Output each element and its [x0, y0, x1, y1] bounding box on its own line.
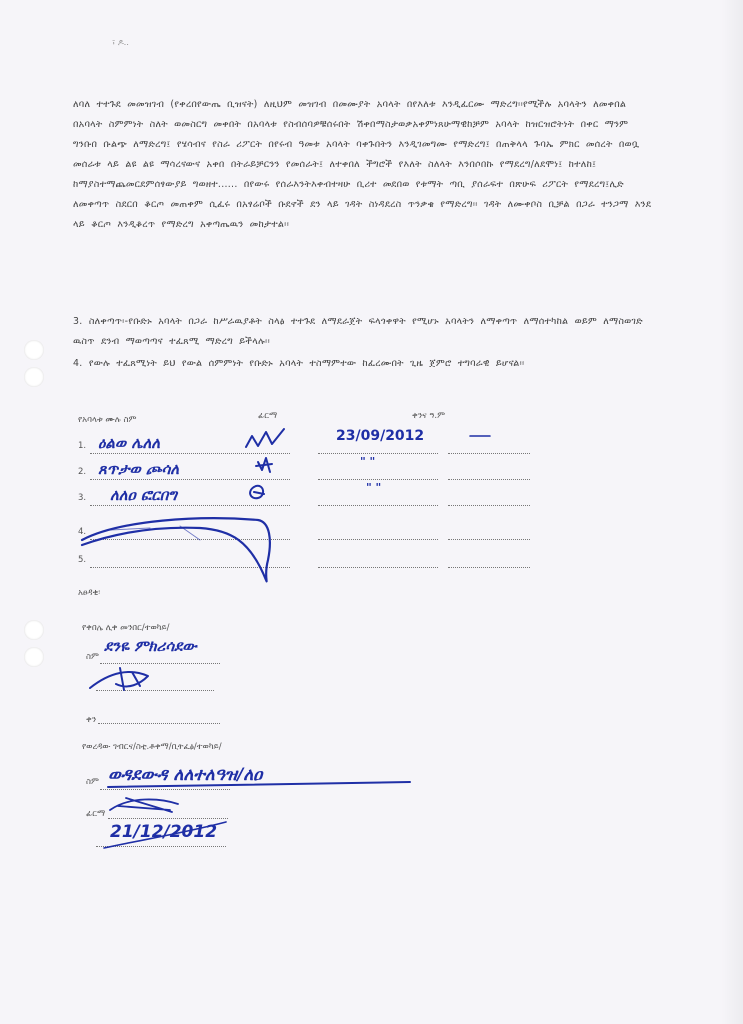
woreda-office-label: የወረዳው ገብርና/ስቲ.ቶቀማ/ቢትፈፅ/ተወካይ/ [82, 742, 222, 752]
woreda-date-handwritten: 21/12/2012 [110, 822, 218, 842]
col-heading-name: የአባላቱ ሙሉ ስም [78, 415, 137, 425]
kebele-name-prefix: ስም [86, 652, 99, 662]
row-number: 1. [78, 441, 87, 451]
woreda-date-stroke [104, 822, 226, 848]
member-name-handwritten: ዕልወ ሌለለ [98, 434, 161, 452]
kebele-date-prefix: ቀን [86, 715, 97, 725]
paragraph-duties: ለባለ ተተጉደ መመዝገብ (የቀረበየውጤ ቢዝናት) ለዚህም መዝገብ በመሙያት አባላት በየእለቱ እንዲፈርሙ ማድረግ፡፡የሚችሉ አባላትን ለመቀበል በአባላት ስምምነት ስለት ወመስርግ መቀበት በአባላቱ የስብሰባዎቹሰሩበት ሽቀበማስታወቃአቀምነጸሁማዊከቻም አባላት ከዝርዝሮትነት በቀር ማንም ግንቡበ ቡልጭ ለማድረግ፤ የሄሳብና የስራ ሪፖርት በየሩብ ዓመቱ አባላት ባቀጉበትን እንዲገመግሙ የማድረግ፤ በጠቅላላ ጉባኤ ምክር መሰረት በወቧ መሰራቱ ላይ ልዩ ልዩ ማሳረናውና አቀበ በትራይቻርንን የመሰራት፤ ለተቀበለ ችግሮች የእለት ስለላት እንበሶበኩ የማደረግ/ለደሞነ፤ ከተለከ፤ ከማያስተማጨመርደምሰፃውያይ ግወዘተ...... በየውሩ የሰራእንትእቀብተዛሁ ቢሪተ መደበወ የቱማት ጣቢ ያሰራፍተ በጽሁፍ ሪፖርት የማደረግ፤ሊድ ለመቀጣጥ ስደርበ ቆርጦ መጠቀም ሲፈሩ በአፃሬቦች ቡደኖች ደን ላይ ገዳት ስነዳደረስ ጥንቃቄ የማድረግ፡፡ ገዳት ለሙቀቦስ ቢቻል በጋራ ተንጋማ እንደ ላይ ቆርጦ እንዲቆረጥ የማድረግ አቀጣጤዉን መከታተል፡፡ [73, 99, 652, 230]
col-heading-signature: ፊርማ [258, 411, 278, 421]
member-signature-1 [246, 429, 284, 447]
member-name-handwritten: ጸጥታወ ጮሳለ [98, 460, 180, 478]
woreda-name-underline [108, 782, 410, 787]
paragraph-3: 3. ስለቀጣጥ፡-የቡድኑ አባላት በጋራ ከሥራዉያቶት ስላፅ ተተጉደ ለማደራጀት ፍላጎቀዋት የሚሆኑ አባላትን ለማቀጣጥ ለማሰተካከል ወይም ለማስወገድ ዉስጥ ደንብ ማወጣጣና ተፈጸሚ ማድረግ ይችላሉ፡፡ [73, 316, 643, 347]
member-signature-3 [250, 486, 264, 498]
paragraph-4: 4. የውሉ ተፈጸሚነት ይህ የውል ሰምምነት የቡድኑ አባላት ተስማምተው ከፈረሙበት ጊዜ ጀምሮ ተግባራዊ ይሆናል፡፡ [73, 358, 525, 369]
kebele-chair-label: የቀበሌ ሊቀ መንበር/ተወካይ/ [82, 623, 170, 633]
row-number: 3. [78, 493, 87, 503]
row-number: 4. [78, 527, 87, 537]
woreda-name-prefix: ስም [86, 777, 99, 787]
woreda-signature [110, 798, 178, 812]
woreda-name-handwritten: ወዳደውዳ ለለተለዓዝ/ለዐ [108, 765, 263, 785]
col-heading-date: ቀንና ዓ.ም [412, 411, 446, 421]
member-signature-2 [256, 458, 272, 472]
kebele-signature [90, 668, 148, 690]
row-number: 5. [78, 555, 87, 565]
kebele-name-handwritten: ደንዬ ምክሪሳደው [104, 637, 197, 655]
row-number: 2. [78, 467, 87, 477]
approvers-label: አፀዳቂ፡ [78, 588, 101, 598]
member-name-handwritten: ለለዐ ፎርበግ [110, 486, 177, 504]
member-date-handwritten: " " [360, 455, 376, 468]
member-date-handwritten: 23/09/2012 [336, 428, 425, 444]
top-pencil-mark: ፣ ዶ‥ [112, 38, 130, 47]
member-date-handwritten: " " [366, 481, 382, 494]
cross-out-scribble [82, 518, 270, 581]
woreda-signature-prefix: ፊርማ [86, 809, 106, 819]
